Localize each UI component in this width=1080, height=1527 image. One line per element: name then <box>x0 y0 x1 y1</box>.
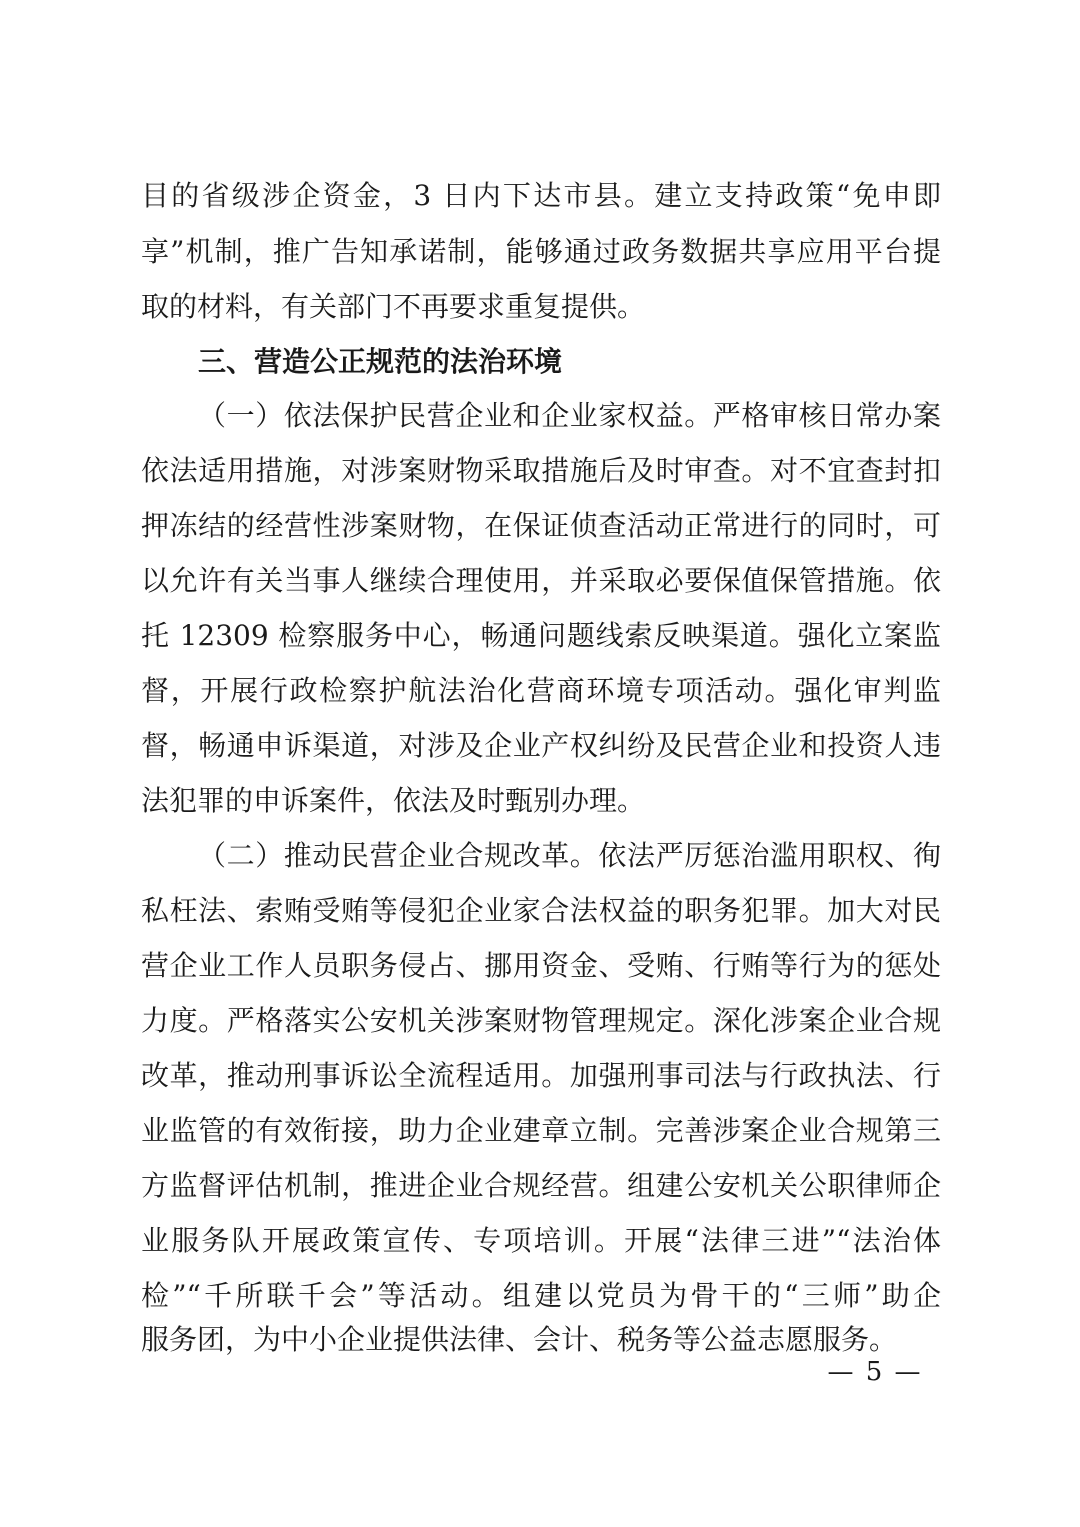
text-line: 法犯罪的申诉案件，依法及时甄别办理。 <box>141 784 646 817</box>
text-line: 目的省级涉企资金，3 日内下达市县。建立支持政策“免申即 <box>141 179 941 212</box>
section-heading: 三、营造公正规范的法治环境 <box>198 345 563 378</box>
text-line: 私枉法、索贿受贿等侵犯企业家合法权益的职务犯罪。加大对民 <box>141 894 941 927</box>
text-line: 取的材料，有关部门不再要求重复提供。 <box>141 290 646 323</box>
text-line: 营企业工作人员职务侵占、挪用资金、受贿、行贿等行为的惩处 <box>141 949 941 982</box>
text-line: 以允许有关当事人继续合理使用，并采取必要保值保管措施。依 <box>141 564 941 597</box>
text-line: 业服务队开展政策宣传、专项培训。开展“法律三进”“法治体 <box>141 1224 941 1257</box>
text-line: 方监督评估机制，推进企业合规经营。组建公安机关公职律师企 <box>141 1169 941 1202</box>
text-line: 督，开展行政检察护航法治化营商环境专项活动。强化审判监 <box>141 674 941 707</box>
text-line: 托 12309 检察服务中心，畅通问题线索反映渠道。强化立案监 <box>141 619 941 652</box>
page-number: — 5 — <box>827 1357 923 1387</box>
text-line: （二）推动民营企业合规改革。依法严厉惩治滥用职权、徇 <box>198 839 941 872</box>
text-line: 押冻结的经营性涉案财物，在保证侦查活动正常进行的同时，可 <box>141 509 941 542</box>
text-line: （一）依法保护民营企业和企业家权益。严格审核日常办案 <box>198 399 941 432</box>
text-line: 享”机制，推广告知承诺制，能够通过政务数据共享应用平台提 <box>141 235 941 268</box>
text-line: 督，畅通申诉渠道，对涉及企业产权纠纷及民营企业和投资人违 <box>141 729 941 762</box>
text-line: 服务团，为中小企业提供法律、会计、税务等公益志愿服务。 <box>141 1323 898 1356</box>
text-line: 力度。严格落实公安机关涉案财物管理规定。深化涉案企业合规 <box>141 1004 941 1037</box>
text-line: 依法适用措施，对涉案财物采取措施后及时审查。对不宜查封扣 <box>141 454 941 487</box>
text-line: 业监管的有效衔接，助力企业建章立制。完善涉案企业合规第三 <box>141 1114 941 1147</box>
text-line: 检”“千所联千会”等活动。组建以党员为骨干的“三师”助企 <box>141 1279 941 1312</box>
text-line: 改革，推动刑事诉讼全流程适用。加强刑事司法与行政执法、行 <box>141 1059 941 1092</box>
